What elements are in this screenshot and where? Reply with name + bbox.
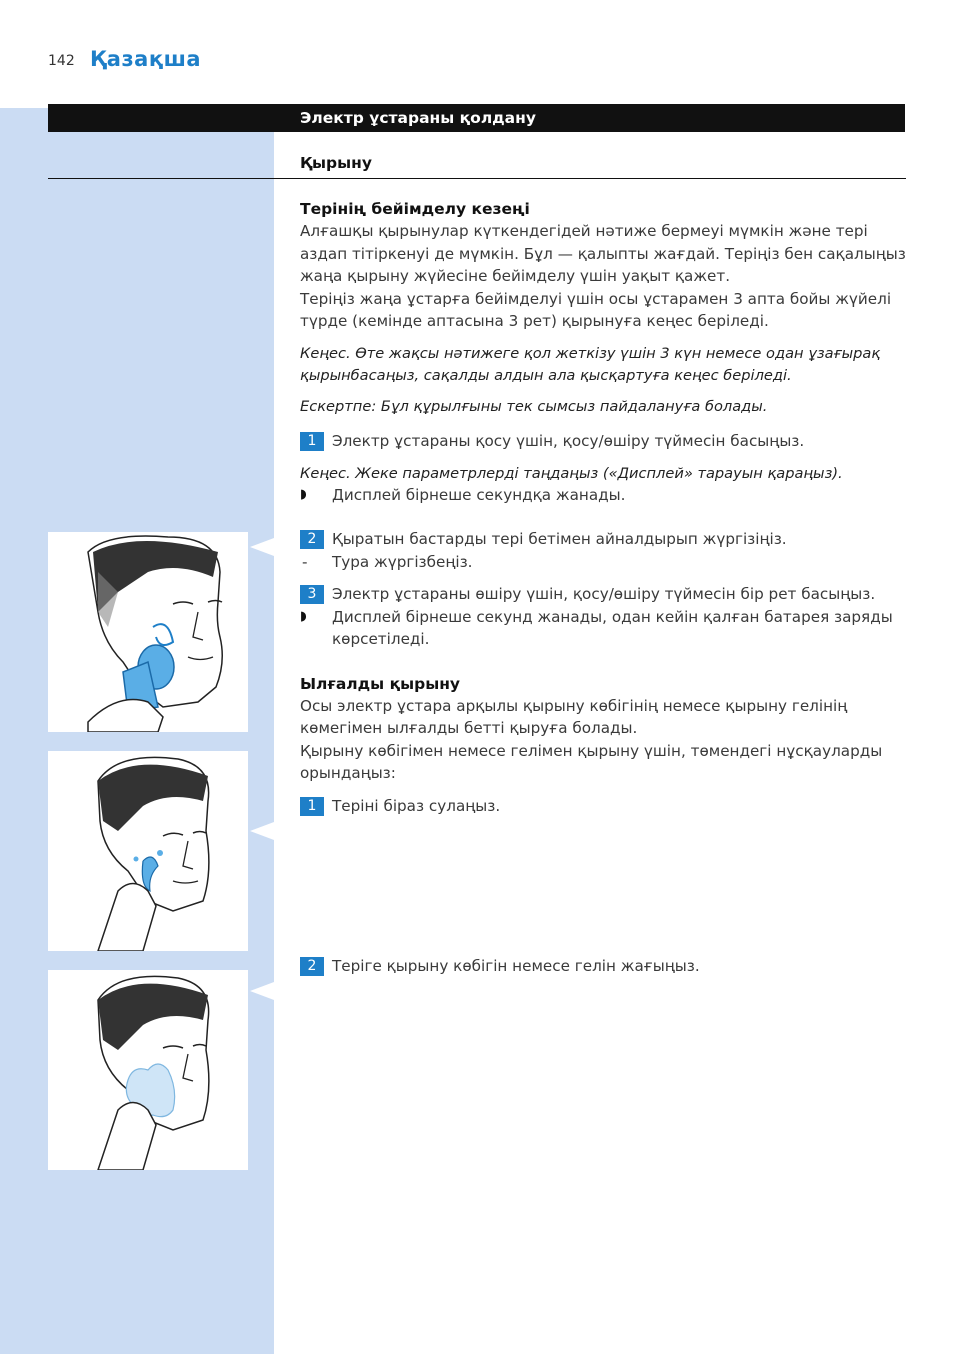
note-text: Ескертпе: Бұл құрылғыны тек сымсыз пайдалануға болады. (300, 397, 768, 415)
step-text: Электр ұстараны қосу үшін, қосу/өшіру түймесін басыңыз. (332, 432, 805, 450)
step-text: Электр ұстараны өшіру үшін, қосу/өшіру түймесін бір рет басыңыз. (332, 585, 876, 603)
bullet-icon: ◗ (300, 486, 307, 502)
main-content (300, 198, 910, 978)
illustration-shaving (48, 532, 248, 732)
illustration-pointer (250, 822, 274, 840)
divider (48, 178, 906, 179)
wet-step-2 (300, 955, 910, 978)
section-title: Электр ұстараны қолдану (300, 109, 536, 127)
wet-shaving-heading: Ылғалды қырыну (300, 674, 461, 693)
dry-step-1 (300, 430, 910, 453)
step1-tip: Кеңес. Жеке параметрлерді таңдаңыз («Дисплей» тарауын қараңыз). (300, 464, 843, 482)
wet-shaving-para1: Осы электр ұстара арқылы қырыну көбігінің немесе қырыну гелінің көмегімен ылғалды бетті қыруға болады. (300, 696, 848, 737)
language-title: Қазақша (90, 47, 202, 71)
dash-mark: - (302, 552, 308, 571)
step-number: 3 (300, 585, 324, 604)
wet-shaving-para2: Қырыну көбігімен немесе гелімен қырыну үшін, төмендегі нұсқауларды орындаңыз: (300, 741, 883, 782)
wetting-face-illustration (48, 751, 248, 951)
skin-adaptation-heading: Терінің бейімделу кезеңі (300, 200, 530, 218)
illustration-foam (48, 970, 248, 1170)
dry-step-3 (300, 583, 910, 606)
shaving-man-illustration (48, 532, 248, 732)
illustration-pointer (250, 538, 274, 556)
step2-dash-item (300, 551, 910, 574)
step-number: 2 (300, 957, 324, 976)
applying-foam-illustration (48, 970, 248, 1170)
step-number: 1 (300, 432, 324, 451)
skin-adaptation-para1: Алғашқы қырынулар күткендегідей нәтиже бермеуі мүмкін және тері аздап тітіркенуі де мүмкін. Бұл — қалыпты жағдай. Теріңіз бен сақалыңыз жаңа қырыну жүйесіне бейімделу үшін уақыт қажет. (300, 222, 906, 285)
step-text: Теріні біраз сулаңыз. (332, 796, 501, 815)
step-text: Теріге қырыну көбігін немесе гелін жағыңыз. (332, 957, 700, 975)
step-text: Қыратын бастарды тері бетімен айналдырып жүргізіңіз. (332, 530, 787, 548)
tip-text: Кеңес. Өте жақсы нәтижеге қол жеткізу үшін 3 күн немесе одан ұзағырақ қырынбасаңыз, сақалды алдын ала қысқартуға кеңес беріледі. (300, 344, 881, 384)
result-text: Дисплей бірнеше секунд жанады, одан кейін қалған батарея заряды көрсетіледі. (332, 607, 893, 648)
result-text: Дисплей бірнеше секундқа жанады. (332, 485, 626, 504)
step3-result (300, 606, 910, 651)
subsection-title: Қырыну (300, 154, 372, 172)
bullet-icon: ◗ (300, 608, 307, 624)
illustration-wet-skin (48, 751, 248, 951)
page-number: 142 (48, 53, 75, 69)
dry-step-2 (300, 528, 910, 551)
section-title-bar (48, 104, 905, 132)
wet-step-1 (300, 795, 910, 818)
illustration-pointer (250, 982, 274, 1000)
dash-text: Тура жүргізбеңіз. (332, 552, 473, 571)
step1-result (300, 484, 910, 507)
step-number: 1 (300, 797, 324, 816)
step-number: 2 (300, 530, 324, 549)
skin-adaptation-para2: Теріңіз жаңа ұстарға бейімделуі үшін осы ұстарамен 3 апта бойы жүйелі түрде (кемінде аптасына 3 рет) қырынуға кеңес беріледі. (300, 289, 892, 330)
